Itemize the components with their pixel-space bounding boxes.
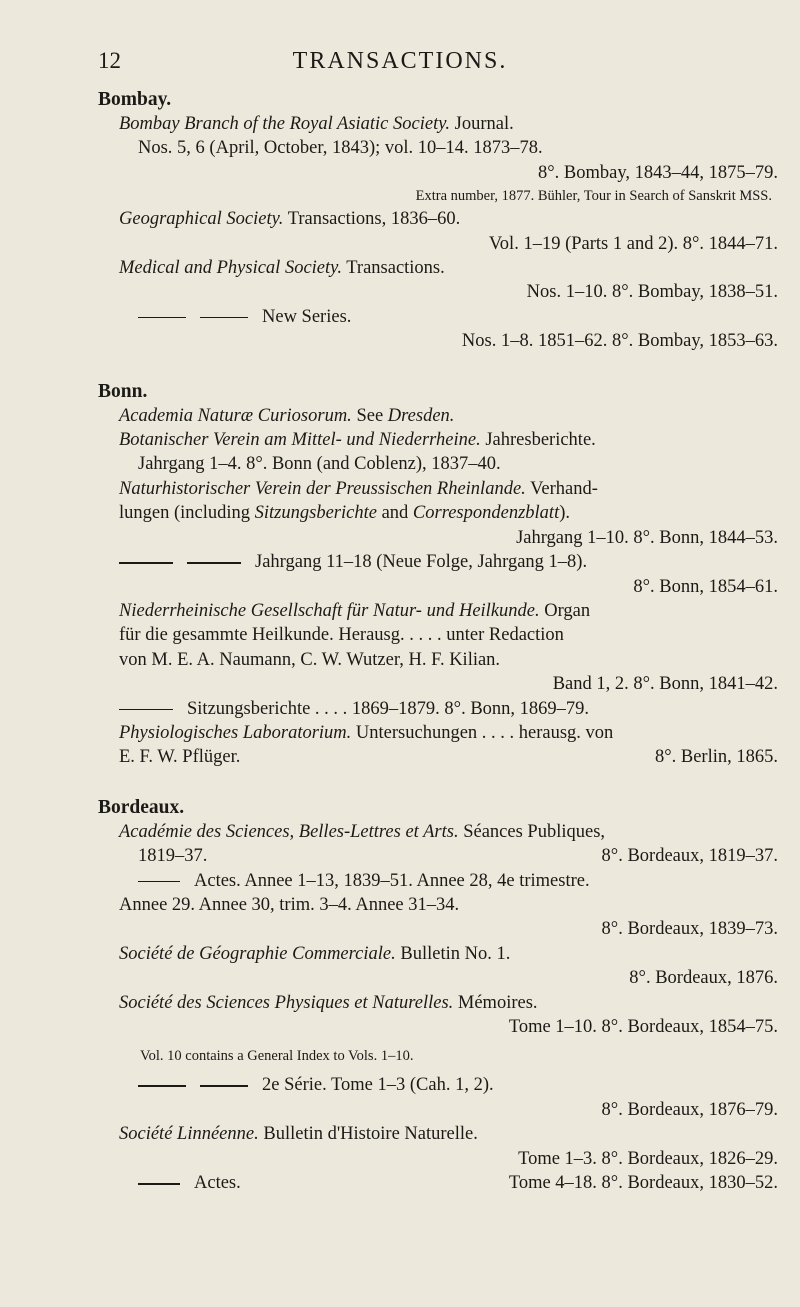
- entry-imprint: Nos. 1–8. 1851–62. 8°. Bombay, 1853–63.: [461, 331, 778, 352]
- entry-imprint: Tome 1–3. 8°. Bordeaux, 1826–29.: [518, 1148, 778, 1169]
- entry-imprint: 8°. Bonn, 1854–61.: [633, 576, 778, 597]
- entry-line: Société des Sciences Physiques et Naturelles. Mémoires.: [119, 992, 538, 1013]
- entry-line: Société de Géographie Commerciale. Bulletin No. 1.: [119, 943, 511, 964]
- entry-title: Niederrheinische Gesellschaft für Natur- und Heilkunde.: [119, 600, 540, 621]
- entry-line: Jahrgang 1–4. 8°. Bonn (and Coblenz), 1837–40.: [138, 454, 501, 475]
- entry-note: Vol. 10 contains a General Index to Vols. 1–10.: [140, 1048, 414, 1065]
- section-heading-bombay: Bombay.: [98, 89, 172, 110]
- entry-line: lungen (including Sitzungsberichte and Correspondenzblatt).: [119, 503, 571, 524]
- entry-line: Niederrheinische Gesellschaft für Natur- und Heilkunde. Organ: [119, 600, 591, 621]
- entry-imprint: Jahrgang 1–10. 8°. Bonn, 1844–53.: [516, 527, 778, 548]
- entry-line: Academia Naturæ Curiosorum. See Dresden.: [119, 405, 455, 426]
- entry-title: Société des Sciences Physiques et Naturelles.: [119, 992, 454, 1013]
- page-number: 12: [98, 48, 121, 73]
- entry-imprint: 8°. Bordeaux, 1876–79.: [601, 1099, 778, 1120]
- entry-line: Naturhistorischer Verein der Preussischen Rheinlande. Verhand-: [119, 478, 598, 499]
- ditto-dash: [138, 1183, 180, 1185]
- entry-imprint: 8°. Bombay, 1843–44, 1875–79.: [537, 162, 778, 183]
- entry-title: Naturhistorischer Verein der Preussischen Rheinlande.: [119, 478, 526, 499]
- entry-line: Académie des Sciences, Belles-Lettres et Arts. Séances Publiques,: [119, 821, 606, 842]
- ditto-dash: [119, 562, 173, 564]
- entry-line: 2e Série. Tome 1–3 (Cah. 1, 2).: [98, 1073, 778, 1097]
- entry-line: E. F. W. Pflüger. 8°. Berlin, 1865.: [119, 747, 778, 768]
- cross-reference: Dresden.: [387, 405, 455, 426]
- entry-imprint: Nos. 1–10. 8°. Bombay, 1838–51.: [526, 282, 778, 303]
- entry-line: Annee 29. Annee 30, trim. 3–4. Annee 31–34.: [119, 894, 460, 915]
- entry-line: Geographical Society. Transactions, 1836–60.: [119, 209, 461, 230]
- running-head: TRANSACTIONS.: [292, 48, 508, 74]
- entry-line: New Series.: [98, 305, 778, 329]
- entry-imprint: Vol. 1–19 (Parts 1 and 2). 8°. 1844–71.: [488, 233, 778, 254]
- entry-title: Academia Naturæ Curiosorum.: [119, 405, 352, 426]
- entry-line: 1819–37. 8°. Bordeaux, 1819–37.: [138, 846, 778, 867]
- page-body: [98, 82, 778, 1195]
- entry-title: Bombay Branch of the Royal Asiatic Society.: [119, 114, 451, 134]
- entry-imprint: Tome 1–10. 8°. Bordeaux, 1854–75.: [508, 1017, 778, 1037]
- page-header: [0, 48, 800, 78]
- ditto-dash: [187, 562, 241, 564]
- entry-imprint: 8°. Bordeaux, 1876.: [629, 968, 778, 989]
- entry-line: Bombay Branch of the Royal Asiatic Society. Journal.: [119, 114, 514, 134]
- entry-title: Botanischer Verein am Mittel- und Niederrheine.: [119, 430, 481, 451]
- section-heading-bordeaux: Bordeaux.: [98, 796, 185, 818]
- entry-line: Sitzungsberichte . . . . 1869–1879. 8°. Bonn, 1869–79.: [98, 697, 778, 721]
- entry-line: Nos. 5, 6 (April, October, 1843); vol. 10–14. 1873–78.: [138, 138, 543, 159]
- section-heading-bonn: Bonn.: [98, 380, 148, 402]
- entry-title: Physiologisches Laboratorium.: [119, 722, 352, 743]
- entry-imprint: Band 1, 2. 8°. Bonn, 1841–42.: [552, 674, 778, 695]
- entry-imprint: 8°. Bordeaux, 1839–73.: [601, 919, 778, 940]
- entry-line: von M. E. A. Naumann, C. W. Wutzer, H. F. Kilian.: [119, 649, 501, 670]
- entry-title: Geographical Society.: [119, 209, 284, 230]
- entry-title: Société Linnéenne.: [119, 1124, 259, 1145]
- entry-line: Actes. Annee 1–13, 1839–51. Annee 28, 4e trimestre.: [98, 869, 778, 893]
- entry-line: Actes. Tome 4–18. 8°. Bordeaux, 1830–52.: [98, 1171, 778, 1195]
- entry-note: Extra number, 1877. Bühler, Tour in Search of Sanskrit MSS.: [415, 188, 772, 205]
- entry-title: Académie des Sciences, Belles-Lettres et Arts.: [119, 821, 459, 842]
- ditto-dash: [138, 317, 186, 319]
- entry-line: Medical and Physical Society. Transactions.: [119, 258, 445, 279]
- entry-line: Physiologisches Laboratorium. Untersuchungen . . . . herausg. von: [119, 722, 614, 743]
- ditto-dash: [119, 709, 173, 711]
- entry-line: Société Linnéenne. Bulletin d'Histoire Naturelle.: [119, 1124, 478, 1145]
- entry-line: Jahrgang 11–18 (Neue Folge, Jahrgang 1–8).: [98, 550, 778, 574]
- entry-line: Botanischer Verein am Mittel- und Niederrheine. Jahresberichte.: [119, 430, 596, 451]
- ditto-dash: [200, 1085, 248, 1087]
- ditto-dash: [138, 881, 180, 883]
- entry-line: für die gesammte Heilkunde. Herausg. . . . . unter Redaction: [119, 625, 564, 646]
- entry-title: Medical and Physical Society.: [119, 258, 342, 279]
- ditto-dash: [200, 317, 248, 319]
- entry-title: Société de Géographie Commerciale.: [119, 943, 396, 964]
- ditto-dash: [138, 1085, 186, 1087]
